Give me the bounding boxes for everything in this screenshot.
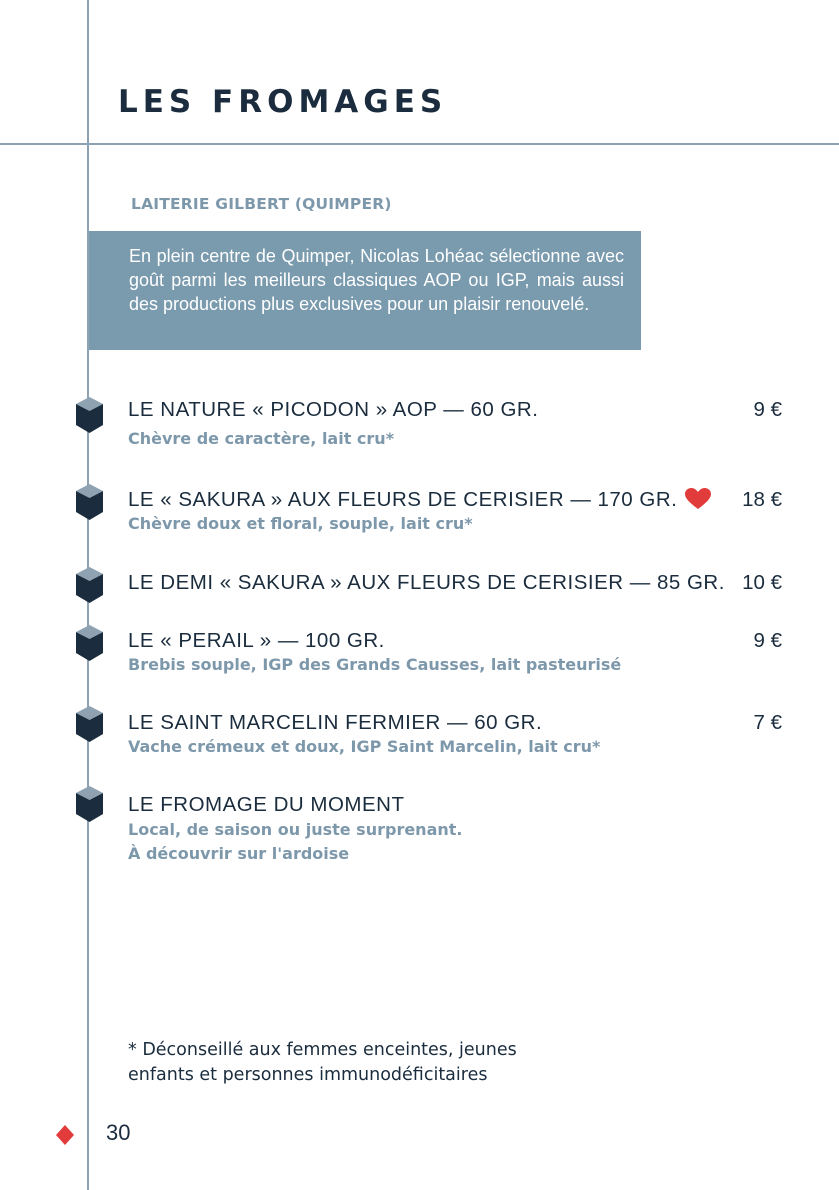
page-title: LES FROMAGES [118, 84, 448, 120]
footnote-line: * Déconseillé aux femmes enceintes, jeunes [128, 1040, 517, 1060]
item-price: 7 € [753, 711, 782, 734]
item-price: 9 € [753, 629, 782, 652]
item-name: LE FROMAGE DU MOMENT [128, 793, 405, 816]
item-description [128, 427, 394, 451]
item-description-line: Chèvre de caractère, lait cru* [128, 429, 395, 448]
diamond-marker-icon [76, 625, 103, 661]
red-diamond-icon [56, 1125, 74, 1145]
item-description-line: Chèvre doux et floral, souple, lait cru* [128, 514, 473, 533]
footnote-line: enfants et personnes immunodéficitaires [128, 1065, 488, 1085]
item-description-line: Brebis souple, IGP des Grands Causses, lait pasteurisé [128, 655, 622, 674]
item-price: 10 € [742, 571, 782, 594]
item-price: 9 € [753, 398, 782, 421]
diamond-marker-icon [76, 706, 103, 742]
diamond-marker-icon [76, 484, 103, 520]
diamond-marker-icon [76, 397, 103, 433]
item-price: 18 € [742, 488, 782, 511]
diamond-marker-icon [76, 567, 103, 603]
item-name: LE « PERAIL » — 100 GR. [128, 629, 385, 652]
item-description [128, 818, 462, 866]
intro-text: En plein centre de Quimper, Nicolas Lohéac sélectionne avec goût parmi les meilleurs classiques AOP ou IGP, mais aussi des productions plus exclusives pour un plaisir renouvelé. [129, 246, 624, 314]
item-description-line: Local, de saison ou juste surprenant. [128, 820, 463, 839]
intro-box [89, 231, 641, 350]
item-description [128, 512, 473, 536]
horizontal-rule [0, 143, 839, 145]
diamond-marker-icon [76, 786, 103, 822]
page-number: 30 [106, 1120, 131, 1145]
item-description [128, 735, 600, 759]
item-description-line: À découvrir sur l'ardoise [128, 844, 350, 863]
item-description [128, 653, 621, 677]
item-name: LE SAINT MARCELIN FERMIER — 60 GR. [128, 711, 543, 734]
item-name: LE NATURE « PICODON » AOP — 60 GR. [128, 398, 539, 421]
heart-icon [685, 488, 711, 510]
supplier-heading: LAITERIE GILBERT (QUIMPER) [131, 195, 392, 213]
item-description-line: Vache crémeux et doux, IGP Saint Marcelin, lait cru* [128, 737, 601, 756]
footnote [128, 1038, 517, 1088]
item-name: LE « SAKURA » AUX FLEURS DE CERISIER — 170 GR. [128, 488, 678, 511]
item-name: LE DEMI « SAKURA » AUX FLEURS DE CERISIER — 85 GR. [128, 571, 725, 594]
item-name-row [128, 487, 711, 513]
